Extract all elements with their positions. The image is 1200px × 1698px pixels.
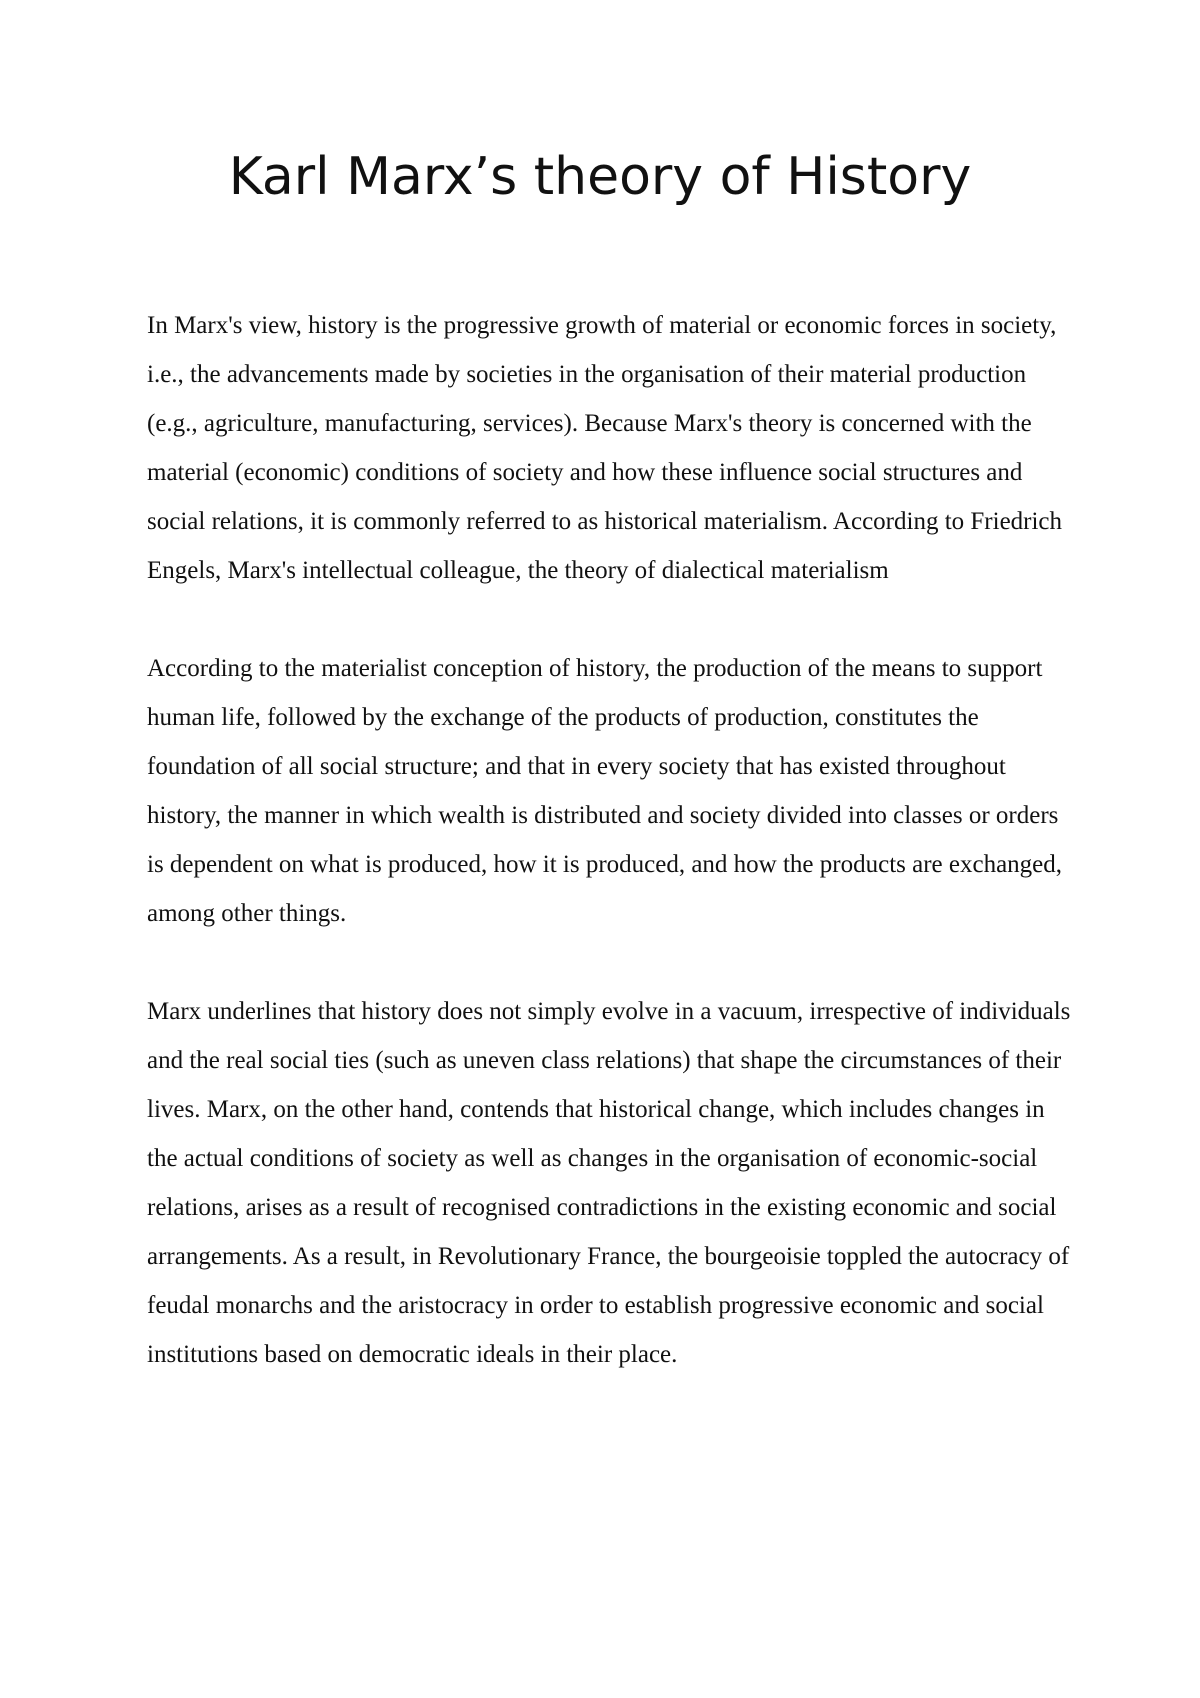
paragraph-1: In Marx's view, history is the progressive growth of material or economic forces in society, i.e., the advancements made by societies in the organisation of their material production (e.g., agriculture, manufacturing, services). Because Marx's theory is concerned with the material (economic) conditions of society and how these influence social structures and social relations, it is commonly referred to as historical materialism. According to Friedrich Engels, Marx's intellectual colleague, the theory of dialectical materialism [147, 312, 1063, 584]
paragraph-2: According to the materialist conception of history, the production of the means to support human life, followed by the exchange of the products of production, constitutes the foundation of all social structure; and that in every society that has existed throughout history, the manner in which wealth is distributed and society divided into classes or orders is dependent on what is produced, how it is produced, and how the products are exchanged, among other things. [147, 655, 1063, 927]
document-body [147, 301, 1072, 1428]
paragraph-3: Marx underlines that history does not simply evolve in a vacuum, irrespective of individuals and the real social ties (such as uneven class relations) that shape the circumstances of their lives. Marx, on the other hand, contends that historical change, which includes changes in the actual conditions of society as well as changes in the organisation of economic-social relations, arises as a result of recognised contradictions in the existing economic and social arrangements. As a result, in Revolutionary France, the bourgeoisie toppled the autocracy of feudal monarchs and the aristocracy in order to establish progressive economic and social institutions based on democratic ideals in their place. [147, 998, 1071, 1368]
document-title: Karl Marx’s theory of History [228, 147, 972, 207]
